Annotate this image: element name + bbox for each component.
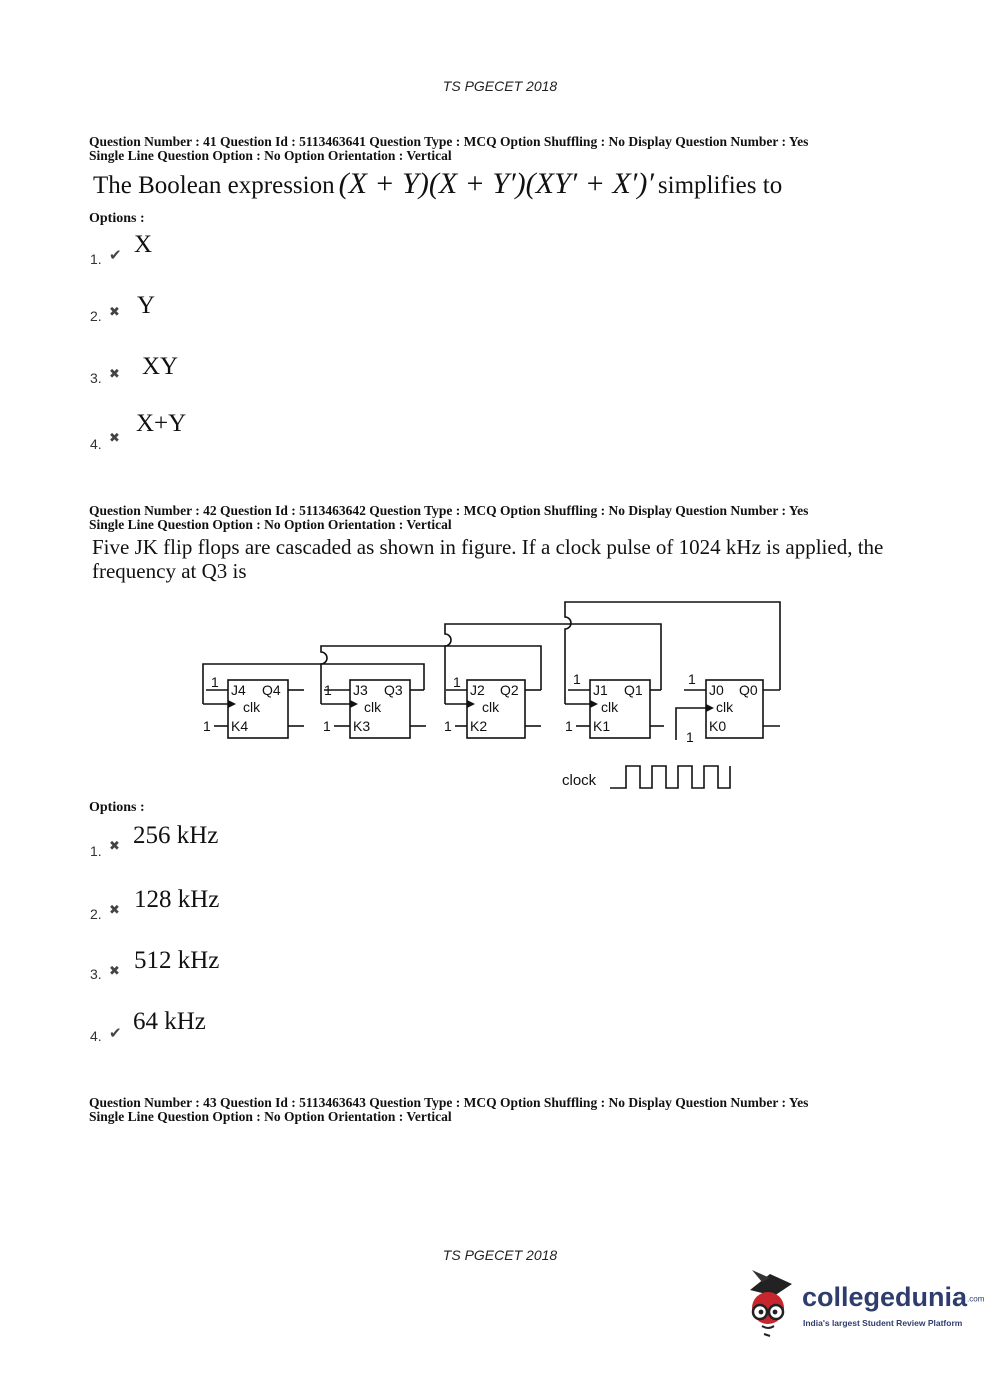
cross-icon: ✖ [109,305,120,320]
ff2-q-label: Q2 [500,682,519,698]
q41-meta-line2: Single Line Question Option : No Option Orientation : Vertical [89,148,452,163]
q43-meta-line2: Single Line Question Option : No Option Orientation : Vertical [89,1109,452,1124]
page-header: TS PGECET 2018 [442,78,558,94]
ff4-j-one: 1 [211,674,219,690]
cross-icon: ✖ [109,903,120,918]
ff2-j-label: J2 [470,682,485,698]
q41-question-text [93,167,782,201]
q41-text-after: simplifies to [657,172,783,199]
cross-icon: ✖ [109,367,120,382]
collegedunia-logo [740,1268,985,1340]
q41-option-2-number: 2. [90,308,102,324]
ff2-clk-label: clk [482,699,500,715]
ff0-j-label: J0 [709,682,724,698]
ff3-q-label: Q3 [384,682,403,698]
cross-icon: ✖ [109,964,120,979]
q41-option-1-text: X [134,231,153,258]
ff1-q-label: Q1 [624,682,643,698]
q42-option-2-text: 128 kHz [134,886,220,913]
ff3-clk-label: clk [364,699,382,715]
q41-meta-line1: Question Number : 41 Question Id : 5113463641 Question Type : MCQ Option Shuffling : No Display Question Number : Yes [89,134,809,149]
q42-option-1-number: 1. [90,843,102,859]
ff0-q-label: Q0 [739,682,758,698]
ff3-k-one: 1 [323,718,331,734]
q42-meta-line2: Single Line Question Option : No Option Orientation : Vertical [89,517,452,532]
ff3-j-one: 1 [324,682,332,698]
ff2-k-label: K2 [470,718,488,734]
check-icon: ✔ [109,246,122,264]
q41-options-label: Options : [89,211,145,226]
ff0-k-label: K0 [709,718,727,734]
q42-option-3-text: 512 kHz [134,947,220,974]
cross-icon: ✖ [109,431,120,446]
ff1-clk-label: clk [601,699,619,715]
ff0-j-one: 1 [688,671,696,687]
jk-flip-flop-diagram [195,595,795,795]
q41-option-3-text: XY [142,353,179,380]
q42-meta-line1: Question Number : 42 Question Id : 5113463642 Question Type : MCQ Option Shuffling : No Display Question Number : Yes [89,503,809,518]
ff3-k-label: K3 [353,718,371,734]
q41-option-3-number: 3. [90,370,102,386]
q41-option-4-number: 4. [90,436,102,452]
q41-option-1-number: 1. [90,251,102,267]
ff1-j-one: 1 [573,671,581,687]
clock-label: clock [562,772,597,789]
q42-option-4-number: 4. [90,1028,102,1044]
check-icon: ✔ [109,1024,122,1042]
ff4-q-label: Q4 [262,682,281,698]
logo-suffix: .com [967,1294,985,1304]
q42-question-line2: frequency at Q3 is [92,559,247,583]
q42-option-4-text: 64 kHz [133,1008,206,1035]
ff4-j-label: J4 [231,682,246,698]
q42-option-2-number: 2. [90,906,102,922]
q41-option-4-text: X+Y [136,410,187,437]
ff3-j-label: J3 [353,682,368,698]
ff4-k-label: K4 [231,718,249,734]
q41-text-before: The Boolean expression [93,172,335,199]
cross-icon: ✖ [109,839,120,854]
ff4-k-one: 1 [203,718,211,734]
q43-meta-line1: Question Number : 43 Question Id : 5113463643 Question Type : MCQ Option Shuffling : No Display Question Number : Yes [89,1095,809,1110]
q42-options-label: Options : [89,800,145,815]
logo-tagline: India's largest Student Review Platform [803,1318,963,1328]
ff4-clk-label: clk [243,699,261,715]
ff1-j-label: J1 [593,682,608,698]
q42-option-3-number: 3. [90,966,102,982]
ff0-k-one: 1 [686,729,694,745]
page-footer: TS PGECET 2018 [442,1247,558,1263]
logo-name: collegedunia [802,1282,968,1312]
ff1-k-one: 1 [565,718,573,734]
ff1-k-label: K1 [593,718,611,734]
q41-option-2-text: Y [137,292,156,319]
q42-option-1-text: 256 kHz [133,822,219,849]
q41-expression: (X + Y)(X + Y′)(XY′ + X′)′ [338,167,654,200]
ff2-k-one: 1 [444,718,452,734]
mascot-icon [740,1268,802,1338]
ff2-j-one: 1 [453,674,461,690]
ff0-clk-label: clk [716,699,734,715]
q42-question-line1: Five JK flip flops are cascaded as shown in figure. If a clock pulse of 1024 kHz is applied, the [92,535,884,559]
